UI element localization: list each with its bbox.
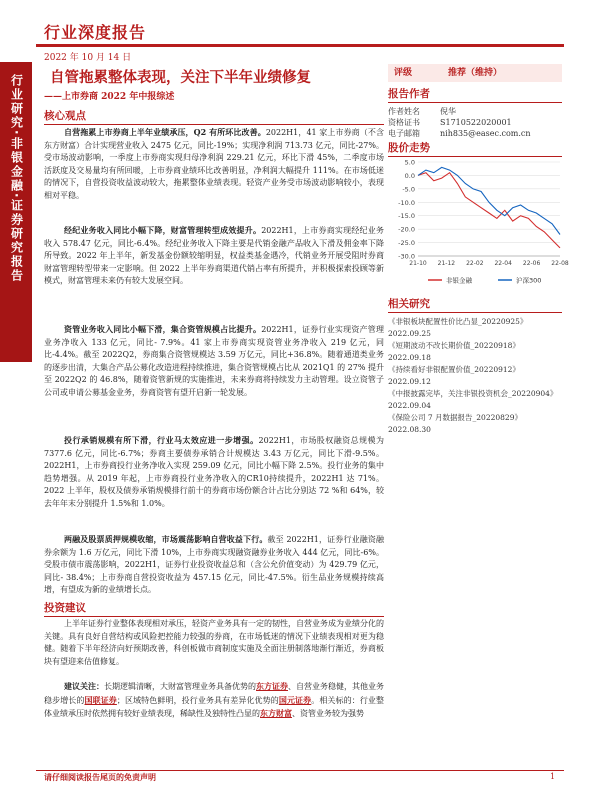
x-tick-label: 22-06 (522, 260, 541, 267)
paragraph-5-lead: 两融及股票质押规模收缩，市场震荡影响自营收益下行。 (64, 534, 268, 544)
stock-link-4: 东方财富 (260, 708, 292, 718)
paragraph-1 (44, 126, 384, 202)
paragraph-7-body-d: 。相关标的：行业整体业绩承压时依然拥有较好业绩表现，稀缺性及独特性凸显的 (44, 695, 385, 718)
author-value: nih835@easec.com.cn (440, 129, 531, 138)
section-investment (44, 600, 86, 615)
section-core-views-label: 核心观点 (44, 110, 86, 122)
header-divider (36, 44, 564, 47)
x-tick-label: 22-04 (494, 260, 512, 267)
side-banner (0, 62, 32, 362)
paragraph-7-body-e: 、资管业务较为强势 (292, 709, 364, 718)
y-tick-label: -25.0 (398, 239, 415, 248)
section-underline (44, 616, 384, 617)
report-subtitle: ——上市券商 2022 年中报综述 (44, 92, 175, 102)
author-value: 倪华 (440, 107, 456, 116)
y-tick-label: -30.0 (398, 252, 415, 261)
author-table (388, 106, 562, 139)
paragraph-2 (44, 224, 384, 288)
side-banner-text-1: 行业研究 (9, 74, 24, 130)
rating-label: 评级 (394, 68, 413, 78)
section-related-research (388, 296, 430, 311)
side-banner-text-2: 非银金融 (9, 136, 24, 193)
x-tick-label: 22-08 (551, 260, 569, 267)
y-tick-label: -5.0 (402, 185, 415, 194)
related-research-item[interactable]: 《保险公司 7 月数据报告_20220829》2022.08.30 (388, 413, 522, 434)
paragraph-4-body: 2022H1，市场股权融资总规模为 7377.6 亿元，同比-6.7%；券商主要债券承销合计规模达 3.43 万亿元，同比下滑-9.5%。2022H1，上市券商投行业务净收入实现 259.09 亿元，同比小幅下降 2.5%。投行业务的集中趋势增强。从 2019 年起，上市券商投行业务净收入的CR10持续提升，2022H1 达 71%。2022 上半年，股权及债券承销规模排行前十的券商市场份额合计占比分别达 72 %和 64%，较去年年末分别提升 1.5%和 1.0%。 (44, 436, 384, 508)
y-tick-label: -20.0 (398, 225, 415, 234)
paragraph-7-lead: 建议关注： (64, 681, 104, 691)
paragraph-4 (44, 434, 384, 510)
x-tick-label: 21-12 (437, 260, 456, 267)
y-tick-label: -10.0 (398, 198, 415, 207)
footer-divider (36, 770, 564, 771)
report-date: 2022 年 10 月 14 日 (44, 53, 132, 63)
section-underline (44, 124, 384, 125)
author-key: 资格证书 (388, 118, 420, 127)
paragraph-7-body-a: 长期逻辑清晰，大财富管理业务具备优势的 (104, 682, 256, 691)
rating-box (388, 64, 562, 82)
legend-label: 沪深300 (516, 276, 542, 285)
section-investment-label: 投资建议 (44, 602, 86, 614)
related-research-item[interactable]: 《非银板块配置性价比凸显_20220925》2022.09.25 (388, 317, 528, 338)
side-banner-dot-2: · (9, 192, 24, 200)
paragraph-7 (44, 680, 384, 721)
paragraph-4-lead: 投行承销规模有所下滑，行业马太效应进一步增强。 (64, 435, 259, 445)
related-research-item[interactable]: 《短期波动不改长期价值_20220918》2022.09.18 (388, 341, 520, 362)
paragraph-1-lead: 自营拖累上市券商上半年业绩承压，Q2 有所环比改善。 (64, 127, 266, 137)
author-row (388, 117, 562, 128)
paragraph-2-lead: 经纪业务收入同比小幅下降，财富管理转型成效提升。 (64, 225, 262, 235)
author-key: 电子邮箱 (388, 129, 420, 138)
section-underline (388, 102, 562, 103)
rating-value: 推荐（维持） (448, 68, 503, 78)
page-number: 1 (550, 772, 556, 781)
price-trend-chart (388, 156, 569, 306)
paragraph-1-body: 2022H1，41 家上市券商（不含东方财富）合计实现营业收入 2475 亿元，同比-19%；实现净利润 713.73 亿元，同比-27%。受市场波动影响，一季度上市券商实现归母净利润 229.21 亿元，环比下滑 45%，二季度市场活跃度及交易量均有所回暖，上市券商业绩环比改善明显，净利润大幅提升 111%。在市场低迷的情况下，自营投资收益波动较大，拖累整体业绩表现。轻资产业务受市场波动影响较小，表现相对平稳。 (44, 128, 384, 200)
paragraph-5-body: 截至 2022H1，证券行业融资融券余额为 1.6 万亿元，同比下滑 10%，上市券商实现融资融券业务收入 444 亿元，同比-6%。受股市债市震荡影响，2022H1，证券行业投资收益总和（含公允价值变动）为 429.79 亿元，同比- 38.4%；上市券商自营投资收益为 457.15 亿元，同比-47.5%。衍生品业务规模持续高增，有望成为新的业绩增长点。 (44, 535, 385, 594)
report-title: 自管拖累整体表现，关注下半年业绩修复 (50, 70, 311, 86)
section-core-views (44, 108, 86, 123)
paragraph-6 (44, 618, 384, 668)
related-research-item[interactable]: 《中报披露完毕，关注非银投资机会_20220904》2022.09.04 (388, 389, 558, 410)
paragraph-6-body: 上半年证券行业整体表现相对承压，轻资产业务具有一定的韧性，自营业务成为业绩分化的关键。具有良好自营结构或风险把控能力较强的券商，在市场低迷的情况下业绩表现相对更为稳健。随着下半年经济向好预期改善，科创板做市商制度实施及全面注册制落地渐行渐近，券商板块有望迎来估值修复。 (44, 619, 384, 666)
paragraph-2-body: 2022H1，上市券商实现经纪业务收入 578.47 亿元，同比-6.4%。经纪业务收入下降主要是代销金融产品收入下滑及佣金率下降所导致。2022 年上半年，新发基金份额较缩明显，权益类基金遇冷，代销业务开展受阻时券商财富管理转型带来一定影响。但 2022 上半年券商渠道代销占率有所提升，并积极探索投顾等新模式，财富管理未来仍有较大发展空间。 (44, 226, 384, 285)
author-row (388, 128, 562, 139)
paragraph-5 (44, 533, 384, 597)
author-value: S1710522020001 (440, 118, 512, 127)
section-authors (388, 86, 430, 101)
paragraph-3-lead: 资管业务收入同比小幅下滑，集合资管规模占比提升。 (64, 324, 262, 334)
author-key: 作者姓名 (388, 107, 420, 116)
section-related-research-label: 相关研究 (388, 298, 430, 310)
section-underline (388, 312, 562, 313)
footer-disclaimer: 请仔细阅读报告尾页的免责声明 (44, 772, 156, 782)
stock-link-3: 国元证券 (278, 694, 312, 705)
side-banner-text-3: 证券研究报告 (9, 199, 24, 284)
legend-label: 非银金融 (446, 276, 472, 285)
x-tick-label: 22-02 (466, 260, 484, 267)
section-price-trend (388, 140, 430, 155)
y-tick-label: 5.0 (404, 158, 415, 167)
section-authors-label: 报告作者 (388, 88, 430, 100)
stock-link-2: 国联证券 (84, 694, 117, 705)
related-research-item[interactable]: 《持续看好非银配置价值_20220912》2022.09.12 (388, 365, 520, 386)
side-banner-dot-1: · (9, 130, 24, 137)
report-type-header: 行业深度报告 (44, 23, 147, 42)
paragraph-7-body-c: ；区域特色鲜明，投行业务具有差异化优势的 (116, 695, 279, 705)
stock-link-1: 东方证券 (256, 681, 288, 691)
series-line-2 (418, 167, 560, 234)
y-tick-label: 0.0 (404, 171, 415, 180)
section-price-trend-label: 股价走势 (388, 142, 430, 154)
x-tick-label: 21-10 (409, 260, 427, 267)
y-tick-label: -15.0 (398, 212, 415, 221)
paragraph-3-body: 2022H1，证券行业实现资产管理业务净收入 133 亿元，同比- 7.9%。41 家上市券商实现资管业务净收入 219 亿元，同比-4.4%。截至 2022Q2，券商集合资管规模达 3.59 万亿元，同比+36.8%。随着通道类业务的逐步出清，大集合产品公募化改造进程持续推进，集合资管规模占比从 2021Q1 的 27% 提升至 2022Q2 的 46.8%，随着资管新规的实施推进，未来券商将持续发力主动管理。设立资管子公司或申请公募基金业务，券商资管有望开启新一轮发展。 (44, 325, 384, 397)
related-research-list (388, 316, 562, 436)
author-row (388, 106, 562, 117)
series-line-1 (418, 173, 560, 248)
paragraph-7-body-b: 、自营业务稳健，其他业务稳步增长的 (44, 682, 384, 705)
paragraph-3 (44, 323, 384, 399)
